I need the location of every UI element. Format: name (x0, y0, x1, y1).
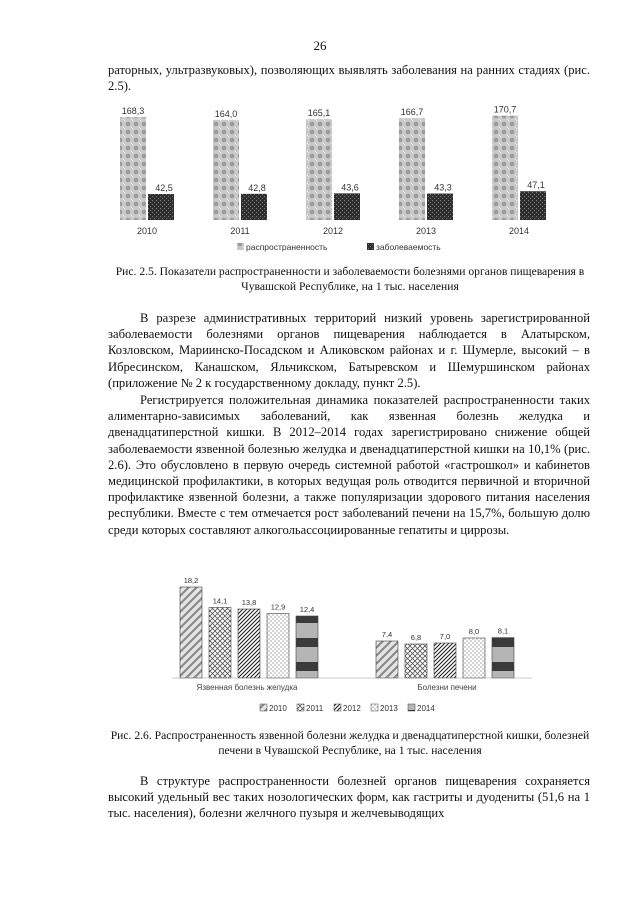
legend-label-incidence: заболеваемость (376, 242, 441, 252)
data-label-prevalence-2013: 166,7 (400, 107, 424, 118)
bar-incidence-2013 (427, 194, 453, 220)
bar-liver-2010 (376, 641, 398, 678)
paragraph-dynamics: Регистрируется положительная динамика показателей распространенности таких алиментарно-зависимых заболеваний, как язвенная болезнь желудка и двенадцатиперстной кишки. В 2012–2014 годах зарегистрировано снижение общей заболеваемости язвенной болезнью желудка и двенадцатиперстной кишки на 10,1% (рис. 2.6). Это обусловлено в первую очередь системной работой «гастрошкол» и кабинетов медицинской профилактики, в которых ведущая роль отводится первичной и вторичной профилактике язвенной болезни, а также популяризации здорового питания населения республики. Вместе с тем отмечается рост заболеваний печени на 15,7%, большую долю среди которых составляют алкогольассоциированные гепатиты и циррозы. (108, 393, 590, 537)
bar-prevalence-2013 (399, 118, 425, 220)
bar-prevalence-2010 (120, 117, 146, 220)
data-label-incidence-2012: 43,6 (341, 182, 359, 193)
data-label-liver-2011: 6,8 (410, 633, 422, 642)
legend-swatch-incidence (367, 243, 374, 250)
bar-prevalence-2011 (213, 120, 239, 220)
data-label-liver-2010: 7,4 (381, 630, 393, 639)
data-label-prevalence-2012: 165,1 (307, 108, 331, 119)
data-label-ulcer-2013: 12,9 (270, 602, 286, 612)
data-label-liver-2012: 7,0 (439, 632, 451, 641)
x-tick-label-2011: 2011 (230, 226, 250, 236)
legend-label-2012: 2012 (343, 704, 361, 713)
bar-liver-2014 (492, 638, 514, 679)
x-tick-label-2013: 2013 (415, 226, 437, 236)
bar-incidence-2014 (520, 191, 546, 220)
data-label-incidence-2011: 42,8 (248, 182, 266, 193)
paragraph-territories: В разрезе административных территорий низкий уровень зарегистрированной заболеваемости болезнями органов пищеварения наблюдается в Алатырском, Козловском, Мариинско-Посадском и Аликовском районах и г. Шумерле, высокий – в Ибресинском, Канашском, Яльчикском, Батыревском и Шемуршинском районах (приложение № 2 к государственному докладу, пункт 2.5). (108, 311, 590, 390)
text-top: раторных, ультразвуковых), позволяющих выявлять заболевания на ранних стадиях (рис. 2.5). (108, 63, 590, 94)
page-number: 26 (313, 38, 327, 53)
legend-label-2014: 2014 (417, 704, 435, 713)
figure-caption-2-6: Рис. 2.6. Распространенность язвенной болезни желудка и двенадцатиперстной кишки, болезней печени в Чувашской Республике, на 1 тыс. населения (110, 729, 590, 757)
data-label-incidence-2014: 47,1 (527, 180, 545, 191)
bar-ulcer-2012 (238, 609, 260, 678)
bar-liver-2012 (434, 643, 456, 678)
bar-ulcer-2013 (267, 614, 289, 679)
chart-ulcer-liver (170, 566, 540, 722)
bar-incidence-2011 (241, 194, 267, 220)
bar-prevalence-2014 (492, 116, 518, 220)
bar-incidence-2010 (148, 194, 174, 220)
data-label-prevalence-2014: 170,7 (493, 104, 517, 115)
legend-swatch-2014 (408, 704, 415, 711)
bar-ulcer-2010 (180, 587, 202, 678)
bar-ulcer-2014 (296, 616, 318, 678)
bar-prevalence-2012 (306, 119, 332, 220)
data-label-ulcer-2011: 14,1 (212, 596, 228, 606)
bar-ulcer-2011 (209, 608, 231, 679)
x-category-liver: Болезни печени (417, 683, 477, 692)
x-tick-label-2014: 2014 (508, 226, 530, 236)
x-tick-label-2012: 2012 (322, 226, 344, 236)
bar-liver-2011 (405, 644, 427, 678)
legend-label-2011: 2011 (306, 704, 324, 713)
data-label-incidence-2010: 42,5 (155, 183, 173, 194)
data-label-liver-2014: 8,1 (497, 626, 509, 636)
paragraph-structure: В структуре распространенности болезней органов пищеварения сохраняется высокий удельный вес таких нозологических форм, как гастриты и дуодениты (51,6 на 1 тыс. населения), болезни желчного пузыря и желчевыводящих (108, 774, 590, 821)
legend-swatch-2011 (297, 704, 304, 711)
legend-swatch-2013 (371, 704, 378, 711)
data-label-liver-2013: 8,0 (468, 627, 480, 636)
legend-label-2013: 2013 (380, 704, 398, 713)
bar-incidence-2012 (334, 193, 360, 220)
figure-caption-2-5: Рис. 2.5. Показатели распространенности и заболеваемости болезнями органов пищеварения в Чувашской Республике, на 1 тыс. населения (115, 265, 585, 293)
x-category-ulcer: Язвенная болезнь желудка (196, 683, 298, 692)
legend-swatch-2010 (260, 704, 267, 711)
legend-swatch-prevalence (237, 243, 244, 250)
data-label-ulcer-2010: 18,2 (183, 576, 199, 585)
legend-swatch-2012 (334, 704, 341, 711)
legend-label-prevalence: распространенность (246, 242, 328, 252)
chart-prevalence-incidence (100, 96, 600, 256)
data-label-prevalence-2011: 164,0 (214, 108, 238, 119)
legend-label-2010: 2010 (269, 704, 287, 713)
data-label-ulcer-2014: 12,4 (299, 605, 315, 614)
bar-liver-2013 (463, 638, 485, 678)
data-label-incidence-2013: 43,3 (434, 182, 452, 193)
data-label-ulcer-2012: 13,8 (241, 598, 257, 607)
x-tick-label-2010: 2010 (136, 226, 158, 236)
data-label-prevalence-2010: 168,3 (121, 106, 145, 117)
